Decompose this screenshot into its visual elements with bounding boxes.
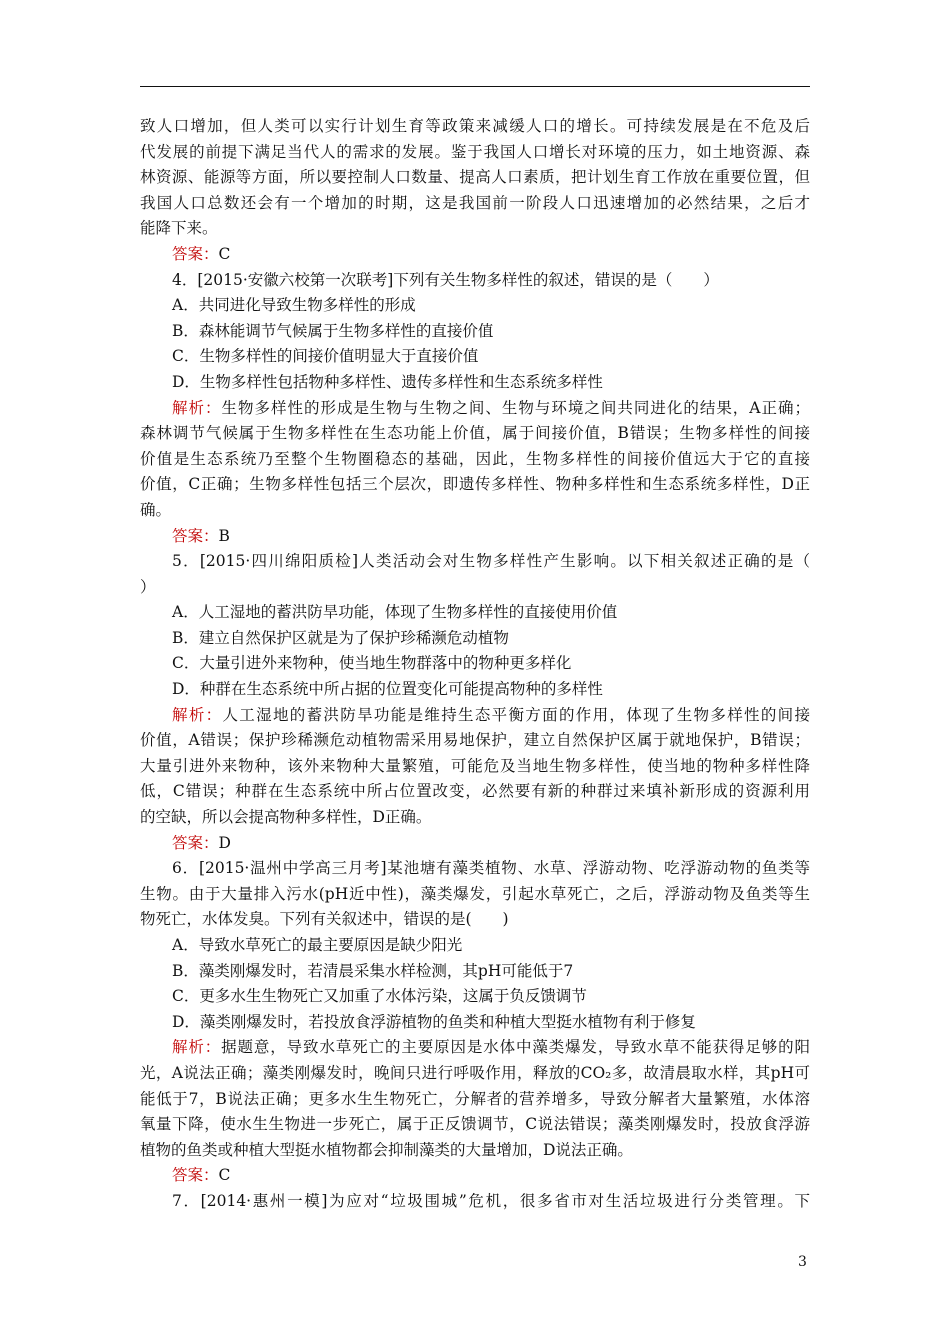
labeled-line	[140, 1163, 810, 1189]
line-text: 光，A说法正确；藻类刚爆发时，晚间只进行呼吸作用，释放的CO₂多，故清晨取水样，其pH可	[140, 1063, 810, 1082]
line-text: 氧量下降，使水生生物进一步死亡，属于正反馈调节，C说法错误；藻类刚爆发时，投放食浮游	[140, 1115, 810, 1134]
text-line	[140, 370, 810, 396]
header-rule	[140, 86, 810, 87]
text-line	[140, 626, 810, 652]
line-text: C	[218, 1166, 231, 1185]
line-text: 致人口增加，但人类可以实行计划生育等政策来减缓人口的增长。可持续发展是在不危及后	[140, 117, 810, 135]
text-line	[140, 779, 810, 805]
text-line	[140, 498, 810, 524]
line-text: 林资源、能源等方面，所以要控制人口数量、提高人口素质，把计划生育工作放在重要位置，但	[140, 168, 810, 187]
text-line	[140, 1087, 810, 1113]
text-line	[140, 114, 810, 140]
line-text: 大量引进外来物种，该外来物种大量繁殖，可能危及当地生物多样性，使当地的物种多样性降	[140, 756, 810, 775]
text-line	[140, 1138, 810, 1164]
line-text: 价值，A错误；保护珍稀濒危动植物需采用易地保护，建立自然保护区属于就地保护，B错误；	[140, 731, 810, 750]
answer-label: 答案：	[172, 526, 219, 545]
line-text: 的空缺，所以会提高物种多样性，D正确。	[140, 808, 432, 827]
line-text: 森林调节气候属于生物多样性在生态功能上价值，属于间接价值，B错误；生物多样性的间接	[140, 424, 810, 443]
analysis-label: 解析：	[172, 398, 222, 417]
answer-label: 答案：	[172, 833, 219, 852]
line-text: A．共同进化导致生物多样性的形成	[172, 296, 416, 315]
text-line	[140, 1189, 810, 1215]
page-number: 3	[798, 1254, 807, 1270]
text-line	[140, 216, 810, 242]
text-line	[140, 319, 810, 345]
text-line	[140, 907, 810, 933]
text-line	[140, 677, 810, 703]
line-text: D．藻类刚爆发时，若投放食浮游植物的鱼类和种植大型挺水植物有利于修复	[172, 1012, 696, 1031]
line-text: B．森林能调节气候属于生物多样性的直接价值	[172, 321, 494, 340]
line-text: A．人工湿地的蓄洪防旱功能，体现了生物多样性的直接使用价值	[172, 603, 618, 622]
text-line	[140, 728, 810, 754]
line-text: 据题意，导致水草死亡的主要原因是水体中藻类爆发，导致水草不能获得足够的阳	[221, 1038, 810, 1057]
text-line	[140, 933, 810, 959]
line-text: C	[218, 244, 231, 263]
labeled-line	[140, 396, 810, 422]
text-line	[140, 856, 810, 882]
text-line	[140, 600, 810, 626]
text-line	[140, 1061, 810, 1087]
line-text: 能低于7，B说法正确；更多水生生物死亡，分解者的营养增多，导致分解者大量繁殖，水体溶	[140, 1089, 810, 1108]
line-text: B．建立自然保护区就是为了保护珍稀濒危动植物	[172, 628, 509, 647]
line-text: B	[218, 526, 230, 545]
analysis-label: 解析：	[172, 705, 223, 724]
text-line	[140, 805, 810, 831]
line-text: D	[218, 833, 231, 852]
line-text: 价值，C正确；生物多样性包括三个层次，即遗传多样性、物种多样性和生态系统多样性，D正	[140, 475, 810, 494]
line-text: 物死亡，水体发臭。下列有关叙述中，错误的是( )	[140, 910, 509, 929]
text-line	[140, 959, 810, 985]
line-text: 5．[2015·四川绵阳质检]人类活动会对生物多样性产生影响。以下相关叙述正确的是（	[172, 552, 810, 571]
line-text: 7．[2014·惠州一模]为应对“垃圾围城”危机，很多省市对生活垃圾进行分类管理。下	[172, 1191, 810, 1210]
analysis-label: 解析：	[172, 1038, 222, 1057]
labeled-line	[140, 1035, 810, 1061]
line-text: 代发展的前提下满足当代人的需求的发展。鉴于我国人口增长对环境的压力，如土地资源、森	[140, 142, 810, 161]
text-line	[140, 1010, 810, 1036]
document-body	[140, 114, 810, 1215]
line-text: 低，C错误；种群在生态系统中所占位置改变，必然要有新的种群过来填补新形成的资源利用	[140, 782, 810, 801]
line-text: ）	[140, 577, 156, 596]
line-text: 人工湿地的蓄洪防旱功能是维持生态平衡方面的作用，体现了生物多样性的间接	[222, 705, 810, 724]
labeled-line	[140, 524, 810, 550]
line-text: 生物。由于大量排入污水(pH近中性)，藻类爆发，引起水草死亡，之后，浮游动物及鱼类等生	[140, 884, 810, 903]
line-text: 生物多样性的形成是生物与生物之间、生物与环境之间共同进化的结果，A正确；	[221, 398, 810, 417]
text-line	[140, 651, 810, 677]
line-text: C．生物多样性的间接价值明显大于直接价值	[172, 347, 479, 366]
line-text: 我国人口总数还会有一个增加的时期，这是我国前一阶段人口迅速增加的必然结果，之后才	[140, 193, 810, 212]
text-line	[140, 421, 810, 447]
line-text: 6．[2015·温州中学高三月考]某池塘有藻类植物、水草、浮游动物、吃浮游动物的鱼类等	[172, 859, 810, 878]
line-text: 4．[2015·安徽六校第一次联考]下列有关生物多样性的叙述，错误的是（ ）	[172, 270, 719, 289]
text-line	[140, 882, 810, 908]
text-line	[140, 191, 810, 217]
text-line	[140, 293, 810, 319]
text-line	[140, 268, 810, 294]
answer-label: 答案：	[172, 244, 219, 263]
line-text: D．生物多样性包括物种多样性、遗传多样性和生态系统多样性	[172, 372, 603, 391]
text-line	[140, 754, 810, 780]
line-text: D．种群在生态系统中所占据的位置变化可能提高物种的多样性	[172, 680, 603, 699]
text-line	[140, 472, 810, 498]
text-line	[140, 575, 810, 601]
line-text: A．导致水草死亡的最主要原因是缺少阳光	[172, 936, 463, 954]
line-text: 价值是生态系统乃至整个生物圈稳态的基础，因此，生物多样性的间接价值远大于它的直接	[140, 449, 810, 468]
text-line	[140, 1112, 810, 1138]
labeled-line	[140, 242, 810, 268]
text-line	[140, 344, 810, 370]
labeled-line	[140, 831, 810, 857]
text-line	[140, 447, 810, 473]
line-text: 确。	[140, 500, 172, 519]
line-text: C．大量引进外来物种，使当地生物群落中的物种更多样化	[172, 654, 572, 673]
text-line	[140, 140, 810, 166]
labeled-line	[140, 703, 810, 729]
line-text: 植物的鱼类或种植大型挺水植物都会抑制藻类的大量增加，D说法正确。	[140, 1140, 633, 1159]
text-line	[140, 549, 810, 575]
line-text: B．藻类刚爆发时，若清晨采集水样检测，其pH可能低于7	[172, 961, 574, 980]
line-text: 能降下来。	[140, 219, 218, 238]
text-line	[140, 165, 810, 191]
answer-label: 答案：	[172, 1166, 219, 1185]
line-text: C．更多水生生物死亡又加重了水体污染，这属于负反馈调节	[172, 987, 587, 1006]
text-line	[140, 984, 810, 1010]
